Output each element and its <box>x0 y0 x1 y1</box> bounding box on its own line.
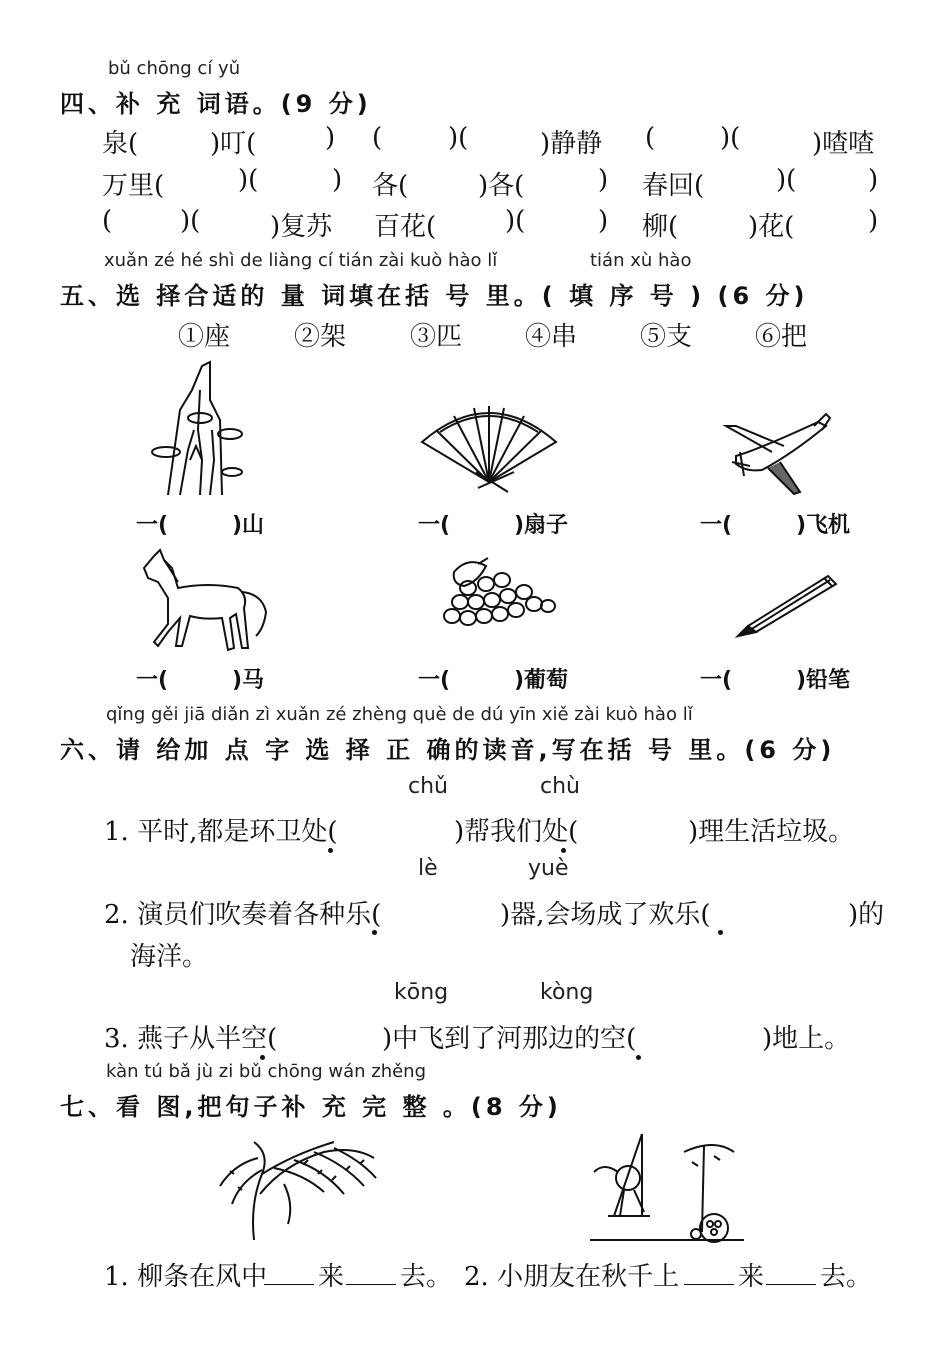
horse-image <box>138 548 270 656</box>
q2-pinyin-1: lè <box>418 856 438 881</box>
section7-pinyin: kàn tú bǎ jù zi bǔ chōng wán zhěng <box>106 1061 427 1082</box>
section4-heading: 四、补 充 词语。(9 分) <box>60 90 372 118</box>
word-part: ) <box>332 165 343 195</box>
q1-text-a: 1. 平时,都是环卫处( <box>104 817 338 847</box>
q1-pinyin-1: chǔ <box>408 774 448 799</box>
item-grapes-right: )葡萄 <box>514 668 569 693</box>
q1-text-c: )理生活垃圾。 <box>688 817 855 847</box>
q3-pinyin-1: kōng <box>394 980 449 1005</box>
section5-pinyin-extra: tián xù hào <box>590 250 692 271</box>
word-part: 各( <box>372 171 409 201</box>
q3-text-a: 3. 燕子从半空( <box>104 1024 278 1054</box>
option: ②架 <box>294 322 347 352</box>
s2-text-a: 2. 小朋友在秋千上 <box>464 1262 680 1292</box>
section5-pinyin: xuǎn zé hé shì de liàng cí tián zài kuò hào lǐ <box>104 250 498 271</box>
q3-text-b: )中飞到了河那边的空( <box>382 1024 637 1054</box>
word-part: ) <box>868 206 879 236</box>
section7-heading: 七、看 图,把句子补 充 完 整 。(8 分) <box>60 1093 562 1121</box>
word-part: ( <box>372 123 383 153</box>
item-horse-right: )马 <box>232 668 265 693</box>
emphasis-dot <box>636 1055 641 1060</box>
willow-image <box>214 1134 380 1242</box>
answer-blank[interactable] <box>766 1284 816 1285</box>
answer-blank[interactable] <box>264 1284 314 1285</box>
option: ④串 <box>525 322 578 352</box>
item-mountain-right: )山 <box>232 513 265 538</box>
q2-text-d: 海洋。 <box>130 942 209 972</box>
word-part: )( <box>776 165 797 195</box>
word-part: )( <box>238 165 259 195</box>
word-part: ) <box>325 123 336 153</box>
item-airplane-right: )飞机 <box>796 513 851 538</box>
emphasis-dot <box>561 848 566 853</box>
item-fan-right: )扇子 <box>514 513 569 538</box>
q1-pinyin-2: chù <box>540 774 580 799</box>
option: ①座 <box>178 322 231 352</box>
swing-image <box>584 1132 748 1244</box>
s2-text-b: 来 <box>738 1262 765 1292</box>
item-pencil-right: )铅笔 <box>796 668 851 693</box>
item-mountain-left: 一( <box>136 513 169 538</box>
grapes-image <box>438 556 558 636</box>
word-part: ( <box>645 123 656 153</box>
fan-image <box>418 402 560 494</box>
q2-text-b: )器,会场成了欢乐( <box>500 900 711 930</box>
s1-text-b: 来 <box>318 1262 345 1292</box>
word-part: )各( <box>478 171 525 201</box>
option: ③匹 <box>410 322 463 352</box>
q1-text-b: )帮我们处( <box>454 817 579 847</box>
s2-text-c: 去。 <box>820 1262 873 1292</box>
s1-text-a: 1. 柳条在风中 <box>104 1262 268 1292</box>
emphasis-dot <box>718 930 723 935</box>
word-part: ) <box>598 206 609 236</box>
word-part: 柳( <box>642 212 679 242</box>
pencil-image <box>734 570 840 640</box>
word-part: 百花( <box>374 212 437 242</box>
q2-text-c: )的 <box>848 900 885 930</box>
word-part: )( <box>448 123 469 153</box>
item-pencil-left: 一( <box>700 668 733 693</box>
word-part: )叮( <box>210 129 257 159</box>
section6-pinyin: qǐng gěi jiā diǎn zì xuǎn zé zhèng què de dú yīn xiě zài kuò hào lǐ <box>106 704 693 725</box>
item-grapes-left: 一( <box>418 668 451 693</box>
word-part: )喳喳 <box>812 129 875 159</box>
word-part: )( <box>505 206 526 236</box>
emphasis-dot <box>260 1055 265 1060</box>
word-part: ) <box>868 165 879 195</box>
word-part: 春回( <box>642 171 705 201</box>
answer-blank[interactable] <box>346 1284 396 1285</box>
word-part: )( <box>720 123 741 153</box>
word-part: )花( <box>748 212 795 242</box>
emphasis-dot <box>372 930 377 935</box>
option: ⑤支 <box>640 322 693 352</box>
q3-text-c: )地上。 <box>762 1024 851 1054</box>
s1-text-c: 去。 <box>400 1262 453 1292</box>
word-part: ) <box>598 165 609 195</box>
answer-blank[interactable] <box>684 1284 734 1285</box>
word-part: )复苏 <box>270 212 333 242</box>
section5-heading: 五、选 择合适的 量 词填在括 号 里。( 填 序 号 ) (6 分) <box>60 282 809 310</box>
emphasis-dot <box>328 848 333 853</box>
item-airplane-left: 一( <box>700 513 733 538</box>
word-part: 泉( <box>102 129 139 159</box>
word-part: )静静 <box>540 129 603 159</box>
word-part: 万里( <box>102 171 165 201</box>
word-part: ( <box>102 206 113 236</box>
q2-pinyin-2: yuè <box>528 856 569 881</box>
mountain-image <box>150 360 250 500</box>
item-fan-left: 一( <box>418 513 451 538</box>
option: ⑥把 <box>755 322 808 352</box>
word-part: )( <box>180 206 201 236</box>
q2-text-a: 2. 演员们吹奏着各种乐( <box>104 900 382 930</box>
section6-heading: 六、请 给加 点 字 选 择 正 确的读音,写在括 号 里。(6 分) <box>60 736 836 764</box>
section4-pinyin: bǔ chōng cí yǔ <box>108 58 241 79</box>
airplane-image <box>722 412 832 498</box>
item-horse-left: 一( <box>136 668 169 693</box>
q3-pinyin-2: kòng <box>540 980 594 1005</box>
